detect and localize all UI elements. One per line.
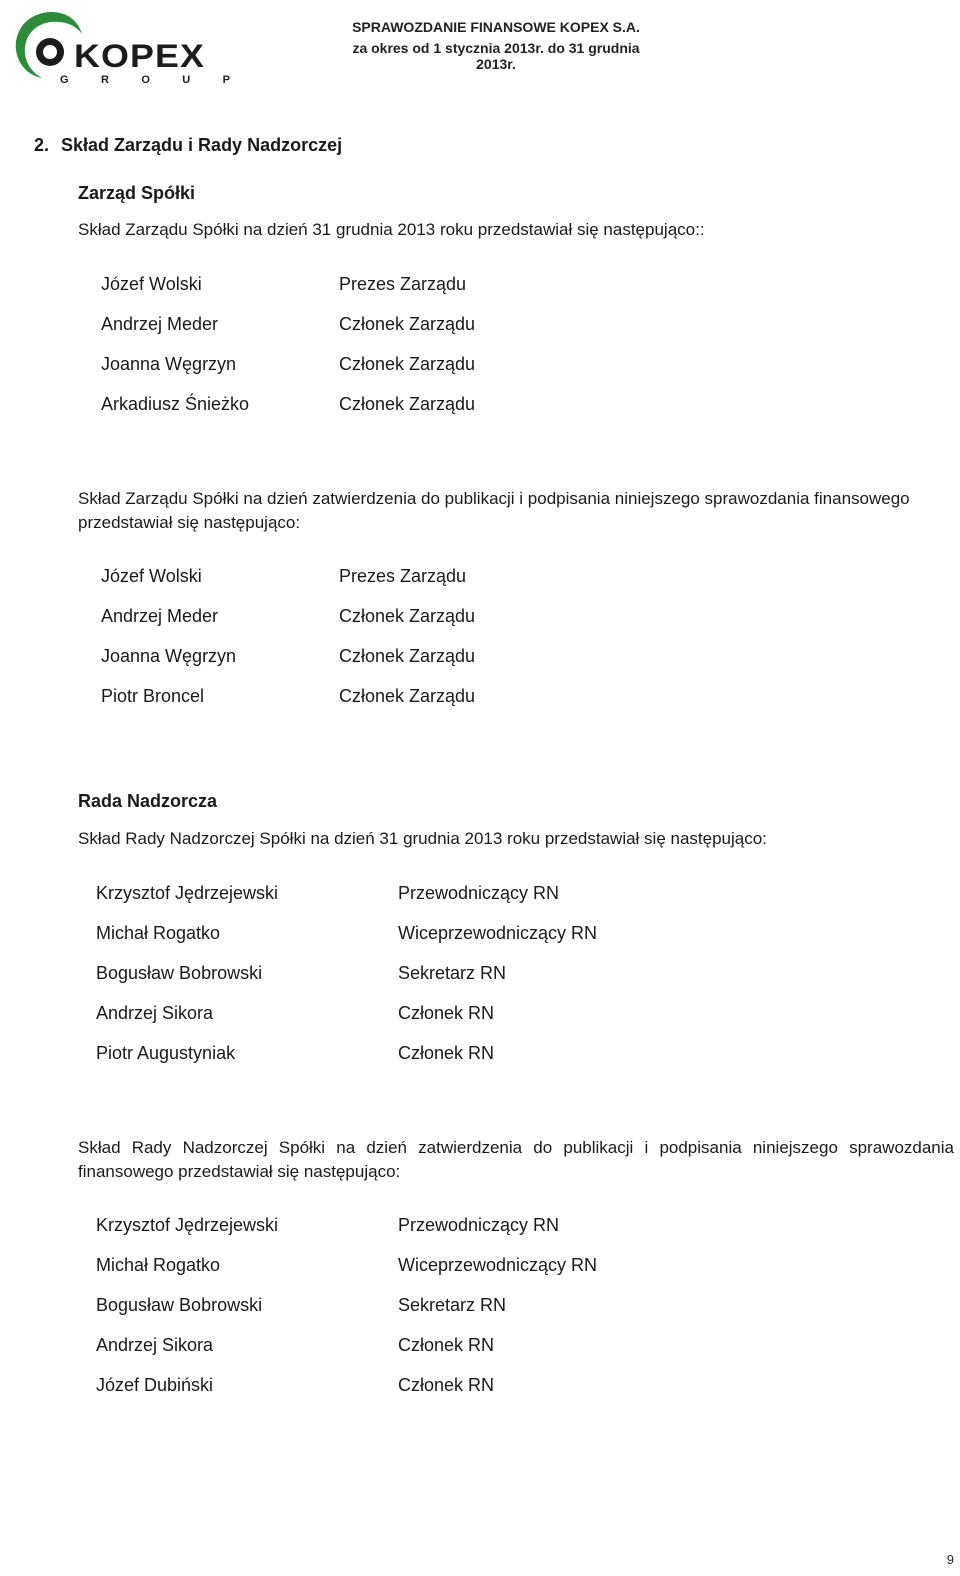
page-number: 9: [946, 1552, 954, 1567]
member-name: Piotr Broncel: [101, 686, 205, 706]
board-intro-1: Skład Zarządu Spółki na dzień 31 grudnia 2013 roku przedstawiał się następująco::: [78, 220, 705, 239]
council-intro-2: Skład Rady Nadzorczej Spółki na dzień zatwierdzenia do publikacji i podpisania niniejszego sprawozdania finansowego przedstawiał się następująco:: [78, 1138, 954, 1181]
member-role: Prezes Zarządu: [339, 566, 467, 586]
member-role: Członek Zarządu: [339, 314, 476, 334]
council-intro-1: Skład Rady Nadzorczej Spółki na dzień 31 grudnia 2013 roku przedstawiał się następująco:: [78, 829, 767, 848]
member-name: Andrzej Meder: [101, 314, 219, 334]
member-name: Andrzej Sikora: [96, 1003, 214, 1023]
council-names-2: [96, 1215, 278, 1415]
board-intro-2: Skład Zarządu Spółki na dzień zatwierdzenia do publikacji i podpisania niniejszego sprawozdania finansowego przedstawiał się następująco:: [78, 489, 910, 532]
member-name: Krzysztof Jędrzejewski: [96, 1215, 279, 1235]
member-role: Członek RN: [398, 1335, 495, 1355]
logo-group-letters: G R O U P: [60, 74, 230, 86]
member-role: Członek Zarządu: [339, 686, 476, 706]
board-names-1: [101, 274, 249, 434]
member-role: Członek Zarządu: [339, 394, 476, 414]
kopex-logo: [12, 8, 230, 86]
report-period: za okres od 1 stycznia 2013r. do 31 grudnia 2013r.: [352, 40, 640, 72]
board-heading: Zarząd Spółki: [78, 183, 196, 203]
member-role: Przewodniczący RN: [398, 1215, 560, 1235]
member-role: Członek RN: [398, 1003, 495, 1023]
council-roles-1: [398, 883, 597, 1083]
member-name: Arkadiusz Śnieżko: [101, 394, 250, 414]
member-name: Piotr Augustyniak: [96, 1043, 236, 1063]
report-title: SPRAWOZDANIE FINANSOWE KOPEX S.A.: [352, 19, 640, 35]
member-role: Członek Zarządu: [339, 354, 476, 374]
member-name: Bogusław Bobrowski: [96, 963, 263, 983]
member-name: Michał Rogatko: [96, 1255, 221, 1275]
member-name: Józef Dubiński: [96, 1375, 214, 1395]
member-name: Joanna Węgrzyn: [101, 646, 237, 666]
member-role: Wiceprzewodniczący RN: [398, 1255, 598, 1275]
member-name: Andrzej Meder: [101, 606, 219, 626]
member-role: Wiceprzewodniczący RN: [398, 923, 598, 943]
member-name: Andrzej Sikora: [96, 1335, 214, 1355]
member-role: Sekretarz RN: [398, 1295, 507, 1315]
member-role: Członek RN: [398, 1375, 495, 1395]
member-role: Przewodniczący RN: [398, 883, 560, 903]
board-names-2: [101, 566, 236, 726]
logo-wordmark: KOPEX: [74, 38, 206, 74]
council-names-1: [96, 883, 278, 1083]
council-roles-2: [398, 1215, 597, 1415]
section-title: [34, 135, 342, 156]
member-name: Krzysztof Jędrzejewski: [96, 883, 279, 903]
council-heading: Rada Nadzorcza: [78, 791, 218, 811]
member-role: Członek Zarządu: [339, 606, 476, 626]
member-role: Członek RN: [398, 1043, 495, 1063]
member-name: Józef Wolski: [101, 274, 202, 294]
member-name: Joanna Węgrzyn: [101, 354, 237, 374]
section-title-text: Skład Zarządu i Rady Nadzorczej: [61, 135, 343, 155]
member-role: Prezes Zarządu: [339, 274, 467, 294]
member-name: Józef Wolski: [101, 566, 202, 586]
member-name: Bogusław Bobrowski: [96, 1295, 263, 1315]
section-number: 2.: [34, 135, 50, 155]
board-roles-1: [339, 274, 475, 434]
member-role: Sekretarz RN: [398, 963, 507, 983]
member-role: Członek Zarządu: [339, 646, 476, 666]
board-roles-2: [339, 566, 475, 726]
member-name: Michał Rogatko: [96, 923, 221, 943]
